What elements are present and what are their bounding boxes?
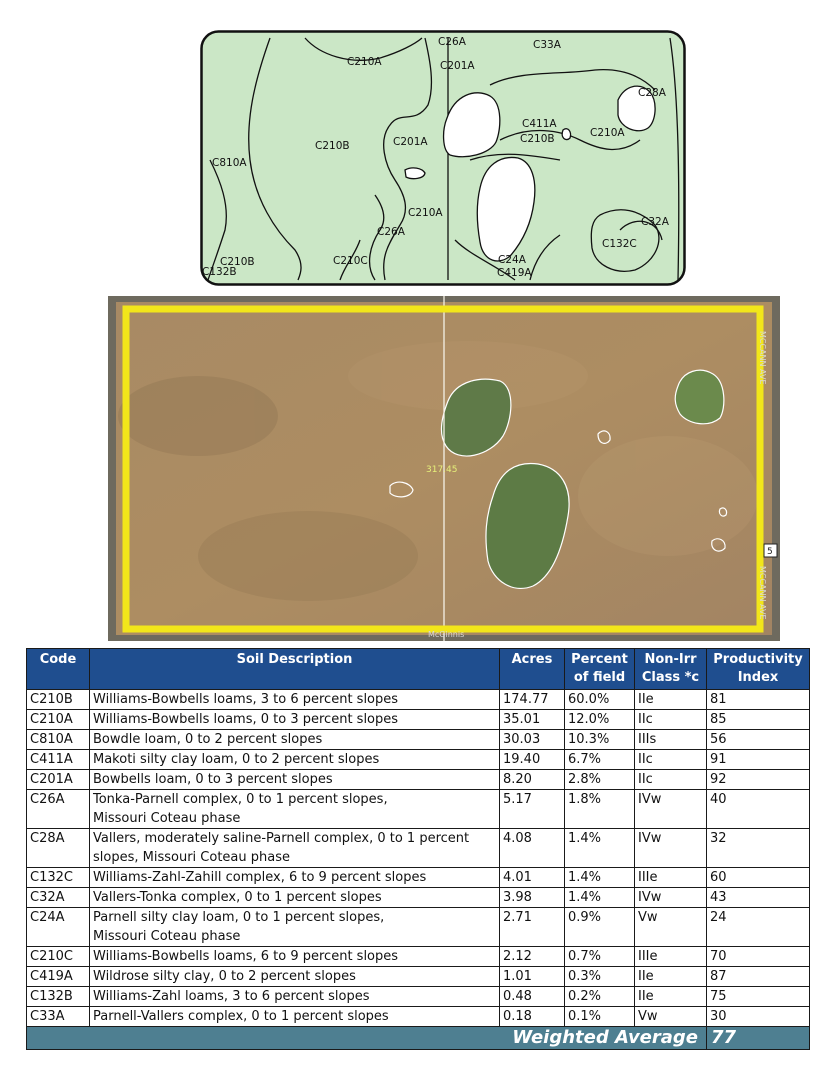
class-cell: Vw <box>635 908 707 947</box>
percent-cell: 1.4% <box>565 868 635 888</box>
acres-cell: 4.08 <box>500 829 565 868</box>
index-cell: 60 <box>707 868 810 888</box>
header-class: Non-Irr Class *c <box>635 649 707 690</box>
map-label: C210B <box>315 140 350 152</box>
map-label: C210C <box>333 255 368 267</box>
acres-cell: 174.77 <box>500 690 565 710</box>
acres-cell: 30.03 <box>500 730 565 750</box>
map-label: C132B <box>202 266 237 278</box>
percent-cell: 0.9% <box>565 908 635 947</box>
code-cell: C26A <box>27 790 90 829</box>
table-row <box>27 947 810 967</box>
soil-table <box>26 648 810 1050</box>
map-label: C210A <box>408 207 443 219</box>
code-cell: C33A <box>27 1007 90 1027</box>
class-cell: IVw <box>635 829 707 868</box>
index-cell: 91 <box>707 750 810 770</box>
map-label: C26A <box>438 36 466 48</box>
code-cell: C419A <box>27 967 90 987</box>
aerial-photo <box>108 296 780 641</box>
index-cell: 30 <box>707 1007 810 1027</box>
class-cell: IIe <box>635 690 707 710</box>
map-label: C210A <box>347 56 382 68</box>
code-cell: C24A <box>27 908 90 947</box>
map-label: C24A <box>498 254 526 266</box>
index-cell: 32 <box>707 829 810 868</box>
table-header-row <box>27 649 810 690</box>
acres-cell: 5.17 <box>500 790 565 829</box>
acres-cell: 0.18 <box>500 1007 565 1027</box>
table-row <box>27 730 810 750</box>
header-percent: Percent of field <box>565 649 635 690</box>
code-cell: C810A <box>27 730 90 750</box>
table-row <box>27 790 810 829</box>
table-row <box>27 908 810 947</box>
weighted-average-value: 77 <box>707 1027 810 1050</box>
index-cell: 56 <box>707 730 810 750</box>
map-label: C210A <box>590 127 625 139</box>
table-row <box>27 710 810 730</box>
code-cell: C28A <box>27 829 90 868</box>
table-row <box>27 690 810 710</box>
code-cell: C201A <box>27 770 90 790</box>
table-row <box>27 967 810 987</box>
acres-cell: 2.71 <box>500 908 565 947</box>
code-cell: C210B <box>27 690 90 710</box>
table-row <box>27 770 810 790</box>
class-cell: IVw <box>635 790 707 829</box>
weighted-average-label: Weighted Average <box>27 1027 707 1050</box>
weighted-average-row <box>27 1027 810 1050</box>
index-cell: 24 <box>707 908 810 947</box>
index-cell: 40 <box>707 790 810 829</box>
percent-cell: 10.3% <box>565 730 635 750</box>
description-cell: Tonka-Parnell complex, 0 to 1 percent slopes, Missouri Coteau phase <box>90 790 500 829</box>
map-label: C810A <box>212 157 247 169</box>
acres-cell: 35.01 <box>500 710 565 730</box>
description-cell: Bowdle loam, 0 to 2 percent slopes <box>90 730 500 750</box>
class-cell: Vw <box>635 1007 707 1027</box>
soil-map-drawing <box>200 30 686 286</box>
acres-cell: 4.01 <box>500 868 565 888</box>
map-label: C201A <box>440 60 475 72</box>
wetland-3 <box>675 370 724 424</box>
code-cell: C32A <box>27 888 90 908</box>
percent-cell: 60.0% <box>565 690 635 710</box>
description-cell: Williams-Bowbells loams, 0 to 3 percent slopes <box>90 710 500 730</box>
percent-cell: 0.3% <box>565 967 635 987</box>
description-cell: Parnell silty clay loam, 0 to 1 percent slopes, Missouri Coteau phase <box>90 908 500 947</box>
acres-cell: 19.40 <box>500 750 565 770</box>
header-index: Productivity Index <box>707 649 810 690</box>
map-label: C419A <box>497 267 532 279</box>
header-code: Code <box>27 649 90 690</box>
side-label-top: MCCANN AVE <box>758 331 767 385</box>
code-cell: C210C <box>27 947 90 967</box>
header-description: Soil Description <box>90 649 500 690</box>
index-cell: 81 <box>707 690 810 710</box>
percent-cell: 0.2% <box>565 987 635 1007</box>
table-row <box>27 750 810 770</box>
index-cell: 87 <box>707 967 810 987</box>
class-cell: IIe <box>635 967 707 987</box>
description-cell: Williams-Bowbells loams, 3 to 6 percent slopes <box>90 690 500 710</box>
acres-cell: 3.98 <box>500 888 565 908</box>
index-cell: 85 <box>707 710 810 730</box>
marker-label: 5 <box>767 547 773 557</box>
class-cell: IIe <box>635 987 707 1007</box>
table-row <box>27 987 810 1007</box>
map-label: C33A <box>533 39 561 51</box>
class-cell: IIIs <box>635 730 707 750</box>
index-cell: 75 <box>707 987 810 1007</box>
acres-cell: 0.48 <box>500 987 565 1007</box>
side-label-bottom: MCCANN AVE <box>758 566 767 620</box>
acres-cell: 8.20 <box>500 770 565 790</box>
description-cell: Makoti silty clay loam, 0 to 2 percent slopes <box>90 750 500 770</box>
class-cell: IIc <box>635 770 707 790</box>
table-row <box>27 888 810 908</box>
description-cell: Williams-Bowbells loams, 6 to 9 percent slopes <box>90 947 500 967</box>
code-cell: C132B <box>27 987 90 1007</box>
description-cell: Bowbells loam, 0 to 3 percent slopes <box>90 770 500 790</box>
index-cell: 70 <box>707 947 810 967</box>
inclusion-4 <box>405 168 425 179</box>
description-cell: Vallers, moderately saline-Parnell complex, 0 to 1 percent slopes, Missouri Coteau phase <box>90 829 500 868</box>
class-cell: IVw <box>635 888 707 908</box>
description-cell: Wildrose silty clay, 0 to 2 percent slopes <box>90 967 500 987</box>
soil-map <box>200 30 686 286</box>
index-cell: 92 <box>707 770 810 790</box>
map-label: C210B <box>520 133 555 145</box>
percent-cell: 2.8% <box>565 770 635 790</box>
table-row <box>27 829 810 868</box>
map-label: C28A <box>638 87 666 99</box>
aerial-drawing <box>108 296 780 641</box>
percent-cell: 0.1% <box>565 1007 635 1027</box>
class-cell: IIc <box>635 710 707 730</box>
map-label: C26A <box>377 226 405 238</box>
description-cell: Williams-Zahl loams, 3 to 6 percent slopes <box>90 987 500 1007</box>
acres-label: 317.45 <box>426 465 458 475</box>
description-cell: Williams-Zahl-Zahill complex, 6 to 9 percent slopes <box>90 868 500 888</box>
percent-cell: 1.4% <box>565 888 635 908</box>
code-cell: C411A <box>27 750 90 770</box>
percent-cell: 12.0% <box>565 710 635 730</box>
class-cell: IIc <box>635 750 707 770</box>
code-cell: C210A <box>27 710 90 730</box>
percent-cell: 1.4% <box>565 829 635 868</box>
road-label: McGinnis <box>428 630 465 639</box>
map-label: C32A <box>641 216 669 228</box>
percent-cell: 1.8% <box>565 790 635 829</box>
class-cell: IIIe <box>635 868 707 888</box>
table-body <box>27 690 810 1027</box>
map-label: C201A <box>393 136 428 148</box>
table-row <box>27 868 810 888</box>
map-label: C411A <box>522 118 557 130</box>
map-label: C210B <box>220 256 255 268</box>
acres-cell: 2.12 <box>500 947 565 967</box>
index-cell: 43 <box>707 888 810 908</box>
percent-cell: 0.7% <box>565 947 635 967</box>
map-label: C132C <box>602 238 637 250</box>
acres-cell: 1.01 <box>500 967 565 987</box>
description-cell: Parnell-Vallers complex, 0 to 1 percent slopes <box>90 1007 500 1027</box>
inclusion-5 <box>562 129 570 140</box>
code-cell: C132C <box>27 868 90 888</box>
percent-cell: 6.7% <box>565 750 635 770</box>
class-cell: IIIe <box>635 947 707 967</box>
table-row <box>27 1007 810 1027</box>
description-cell: Vallers-Tonka complex, 0 to 1 percent slopes <box>90 888 500 908</box>
header-acres: Acres <box>500 649 565 690</box>
